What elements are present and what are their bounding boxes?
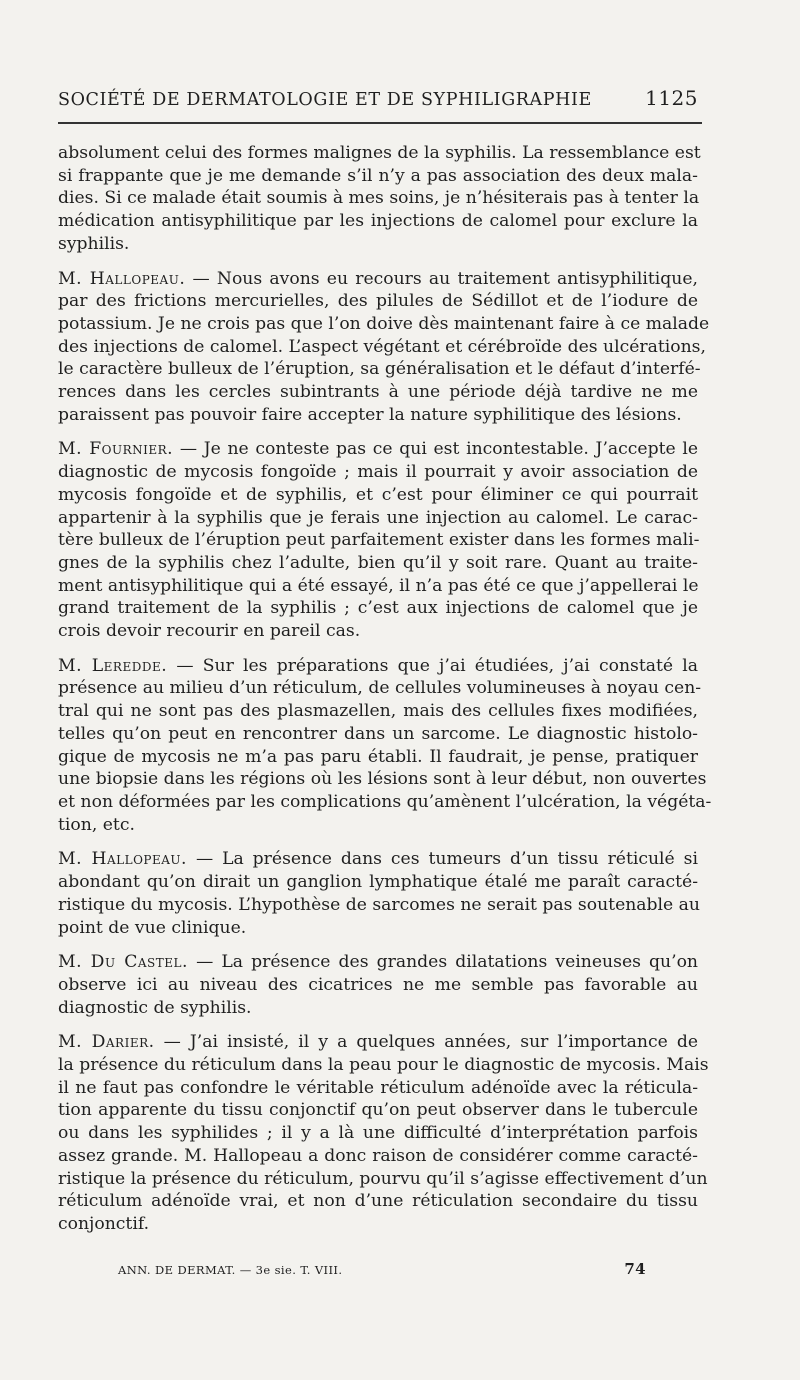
header-rule (58, 122, 702, 124)
line-text: tral qui ne sont pas des plasmazellen, mais des cellules fixes modifiées, (58, 701, 698, 722)
text-line (58, 187, 698, 210)
text-line (58, 1031, 698, 1054)
line-text: ment antisyphilitique qui a été essayé, il n’a pas été ce que j’appellerai le (58, 575, 699, 596)
line-text: point de vue clinique. (58, 917, 247, 938)
text-line (58, 313, 710, 336)
line-text: crois devoir recourir en pareil cas. (58, 621, 361, 642)
text-line (58, 484, 698, 507)
line-text: telles qu’on peut en rencontrer dans un sarcome. Le diagnostic histolo- (58, 723, 698, 744)
line-text: ristique du mycosis. L’hypothèse de sarcomes ne serait pas soutenable au (58, 894, 701, 915)
line-text: — Sur les préparations que j’ai étudiées, j’ai constaté la (176, 655, 698, 676)
text-line (58, 997, 698, 1020)
line-text: et non déformées par les complications qu’amènent l’ulcération, la végéta- (58, 791, 712, 812)
paragraph (58, 951, 698, 1019)
line-text: grand traitement de la syphilis ; c’est aux injections de calomel que je (58, 598, 698, 619)
page-number: 1125 (645, 86, 698, 110)
paragraph (58, 848, 701, 939)
paragraph (58, 438, 698, 642)
paragraph (58, 655, 712, 837)
text-line (58, 1145, 698, 1168)
line-text: — La présence dans ces tumeurs d’un tissu réticulé si (195, 849, 698, 870)
line-text: syphilis. (58, 233, 130, 254)
speaker-name: M. Leredde. (58, 655, 168, 676)
text-line (58, 871, 698, 894)
text-line (58, 620, 698, 643)
line-text: rences dans les cercles subintrants à une période déjà tardive ne me (58, 382, 698, 403)
running-title: SOCIÉTÉ DE DERMATOLOGIE ET DE SYPHILIGRAPHIE (58, 90, 592, 110)
body-text (58, 142, 712, 1248)
text-line (58, 358, 701, 381)
text-line (58, 1190, 698, 1213)
line-text: une biopsie dans les régions où les lésions sont à leur début, non ouvertes (58, 769, 707, 790)
text-line (58, 336, 706, 359)
text-line (58, 381, 698, 404)
line-text: paraissent pas pouvoir faire accepter la nature syphilitique des lésions. (58, 404, 682, 425)
line-text: réticulum adénoïde vrai, et non d’une réticulation secondaire du tissu (58, 1191, 698, 1212)
text-line (58, 290, 698, 313)
text-line (58, 700, 698, 723)
sheet-number: 74 (624, 1260, 646, 1278)
text-line (58, 791, 712, 814)
speaker-name: M. Hallopeau. (58, 268, 186, 289)
line-text: dies. Si ce malade était soumis à mes soins, je n’hésiterais pas à tenter la (58, 188, 700, 209)
line-text: présence au milieu d’un réticulum, de cellules volumineuses à noyau cen- (58, 678, 702, 699)
text-line (58, 1168, 708, 1191)
line-text: le caractère bulleux de l’éruption, sa généralisation et le défaut d’interfé- (58, 359, 701, 380)
text-line (58, 974, 698, 997)
page-footer (118, 1260, 698, 1278)
line-text: observe ici au niveau des cicatrices ne me semble pas favorable au (58, 974, 698, 995)
speaker-name: M. Hallopeau. (58, 849, 188, 870)
line-text: diagnostic de mycosis fongoïde ; mais il pourrait y avoir association de (58, 462, 698, 483)
line-text: ou dans les syphilides ; il y a là une difficulté d’interprétation parfois (58, 1123, 698, 1144)
text-line (58, 951, 698, 974)
text-line (58, 597, 698, 620)
text-line (58, 507, 698, 530)
running-header (58, 86, 698, 110)
text-line (58, 746, 698, 769)
line-text: gnes de la syphilis chez l’adulte, bien qu’il y soit rare. Quant au traite- (58, 552, 698, 573)
speaker-name: M. Du Castel. (58, 952, 188, 973)
text-line (58, 461, 698, 484)
paragraph (58, 1031, 709, 1235)
line-text: il ne faut pas confondre le véritable réticulum adénoïde avec la réticula- (58, 1077, 698, 1098)
text-line (58, 894, 701, 917)
line-text: assez grande. M. Hallopeau a donc raison de considérer comme caracté- (58, 1145, 698, 1166)
line-text: ristique la présence du réticulum, pourvu qu’il s’agisse effectivement d’un (58, 1168, 708, 1189)
text-line (58, 404, 698, 427)
text-line (58, 1077, 698, 1100)
text-line (58, 575, 698, 598)
line-text: la présence du réticulum dans la peau pour le diagnostic de mycosis. Mais (58, 1055, 709, 1076)
line-text: tère bulleux de l’éruption peut parfaitement exister dans les formes mali- (58, 530, 700, 551)
line-text: diagnostic de syphilis. (58, 997, 252, 1018)
line-text: médication antisyphilitique par les injections de calomel pour exclure la (58, 211, 698, 232)
text-line (58, 1213, 698, 1236)
text-line (58, 1122, 698, 1145)
text-line (58, 438, 698, 461)
printer-signature: ANN. DE DERMAT. — 3e sie. T. VIII. (118, 1263, 343, 1277)
text-line (58, 210, 698, 233)
speaker-name: M. Darier. (58, 1032, 155, 1053)
line-text: mycosis fongoïde et de syphilis, et c’est pour éliminer ce qui pourrait (58, 484, 698, 505)
text-line (58, 814, 698, 837)
text-line (58, 655, 698, 678)
line-text: absolument celui des formes malignes de la syphilis. La ressemblance est (58, 143, 701, 163)
text-line (58, 768, 707, 791)
line-text: des injections de calomel. L’aspect végétant et cérébroïde des ulcérations, (58, 336, 706, 357)
text-line (58, 165, 698, 188)
line-text: — J’ai insisté, il y a quelques années, sur l’importance de (163, 1032, 698, 1053)
line-text: appartenir à la syphilis que je ferais une injection au calomel. Le carac- (58, 507, 698, 528)
text-line (58, 142, 701, 165)
line-text: conjonctif. (58, 1213, 150, 1234)
line-text: abondant qu’on dirait un ganglion lymphatique étalé me paraît caracté- (58, 872, 698, 893)
text-line (58, 1099, 698, 1122)
text-line (58, 917, 698, 940)
text-line (58, 677, 702, 700)
line-text: potassium. Je ne crois pas que l’on doive dès maintenant faire à ce malade (58, 313, 710, 334)
line-text: — Je ne conteste pas ce qui est incontestable. J’accepte le (179, 439, 699, 460)
paragraph (58, 268, 710, 427)
text-line (58, 552, 698, 575)
line-text: gique de mycosis ne m’a pas paru établi. Il faudrait, je pense, pratiquer (58, 746, 698, 767)
text-line (58, 723, 698, 746)
line-text: par des frictions mercurielles, des pilules de Sédillot et de l’iodure de (58, 291, 698, 312)
text-line (58, 848, 698, 871)
line-text: si frappante que je me demande s’il n’y a pas association des deux mala- (58, 165, 698, 186)
paragraph (58, 142, 701, 256)
text-line (58, 268, 698, 291)
text-line (58, 233, 698, 256)
text-line (58, 529, 698, 552)
line-text: — La présence des grandes dilatations veineuses qu’on (196, 952, 699, 973)
line-text: tion apparente du tissu conjonctif qu’on peut observer dans le tubercule (58, 1100, 698, 1121)
line-text: tion, etc. (58, 814, 135, 835)
line-text: — Nous avons eu recours au traitement antisyphilitique, (192, 268, 698, 289)
speaker-name: M. Fournier. (58, 439, 174, 460)
text-line (58, 1054, 709, 1077)
